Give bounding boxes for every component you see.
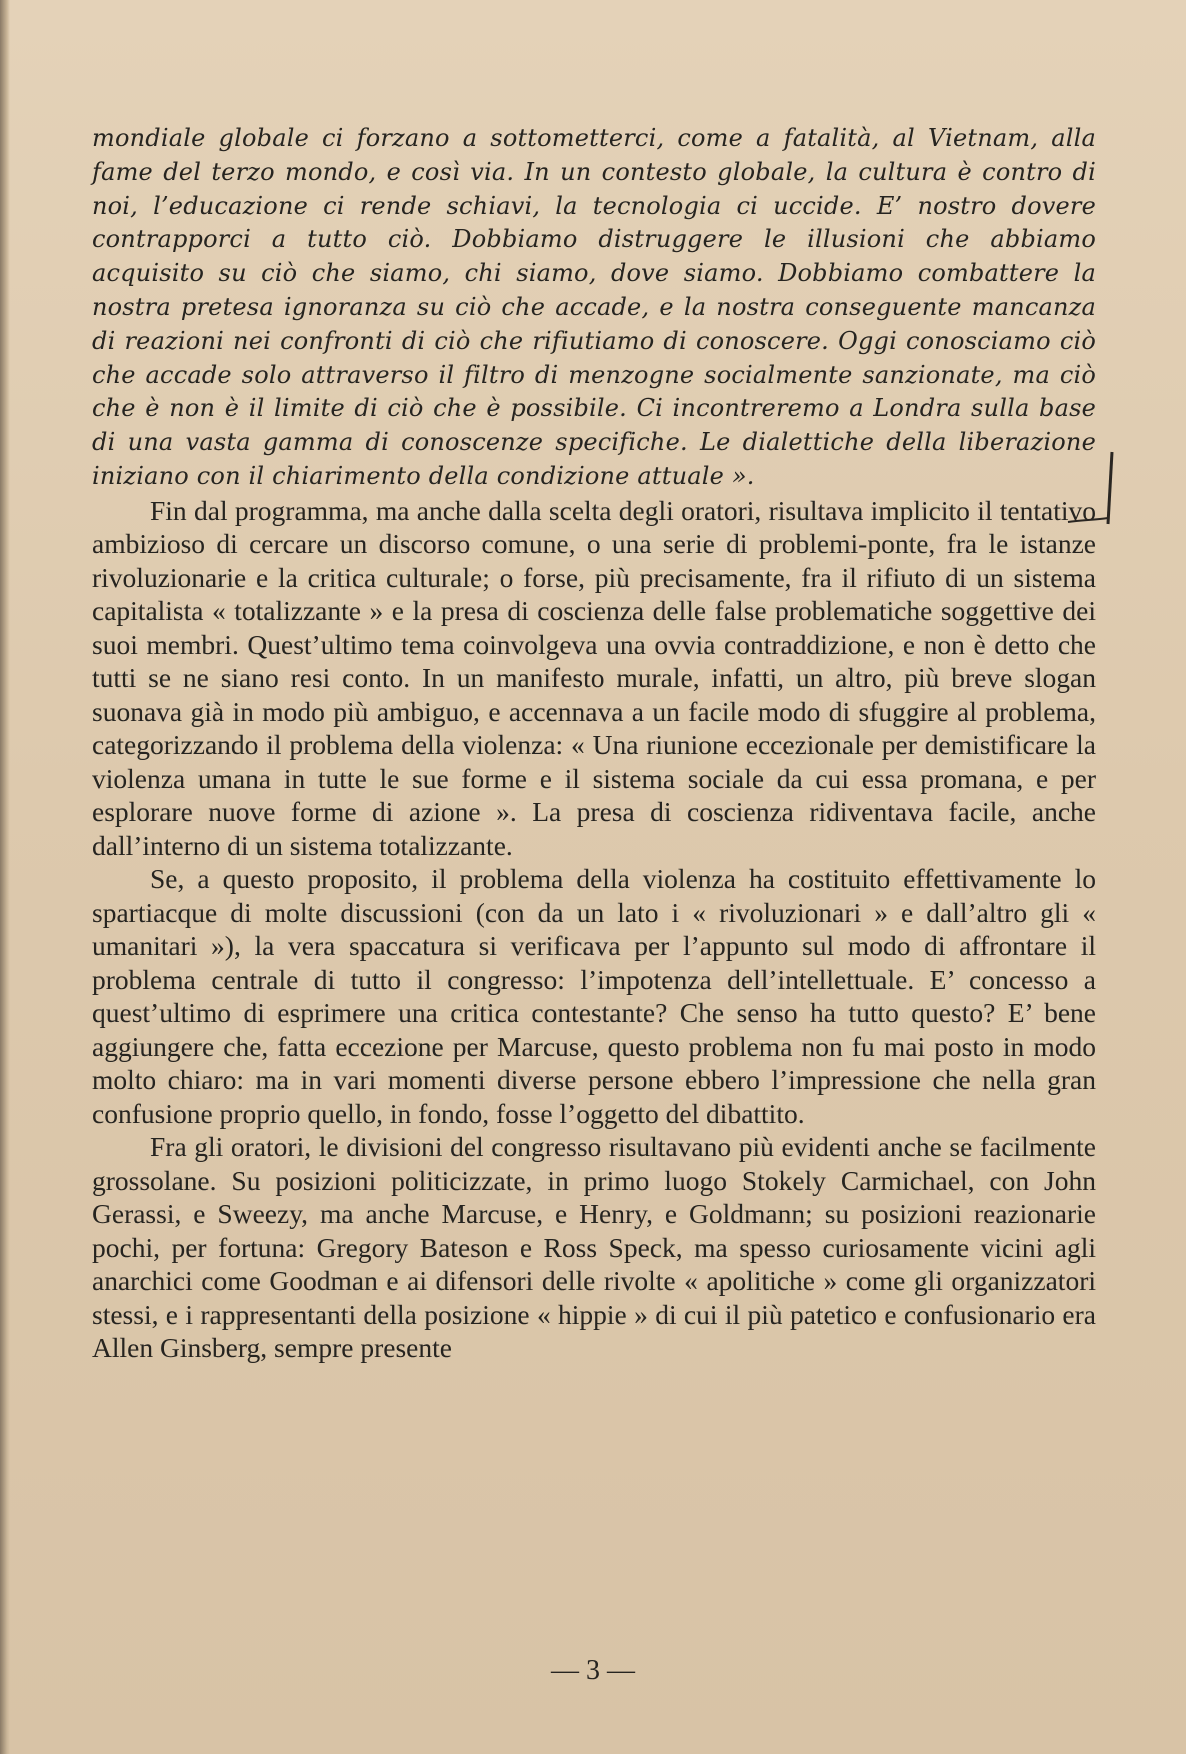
pencil-margin-mark	[1062, 448, 1122, 528]
page-text	[92, 122, 1096, 1365]
body-paragraph-3: Fra gli oratori, le divisioni del congresso risultavano più evidenti anche se facilmente grossolane. Su posizioni politicizzate, in primo luogo Stokely Carmichael, con John Gerassi, e Sweezy, ma anche Marcuse, e Henry, e Goldmann; su posizioni reazionarie pochi, per fortuna: Gregory Bateson e Ross Speck, ma spesso curiosamente vicini agli anarchici come Goodman e ai difensori delle rivolte « apolitiche » come gli organizzatori stessi, e i rappresentanti della posizione « hippie » di cui il più patetico e confusionario era Allen Ginsberg, sempre presente	[92, 1131, 1096, 1364]
body-paragraph-1: Fin dal programma, ma anche dalla scelta degli oratori, risultava implicito il tentativo ambizioso di cercare un discorso comune, o una serie di problemi-ponte, fra le istanze rivoluzionarie e la critica culturale; o forse, più precisamente, fra il rifiuto di un sistema capitalista « totalizzante » e la presa di coscienza delle false problematiche soggettive dei suoi membri. Quest’ultimo tema coinvolgeva una ovvia contraddizione, e non è detto che tutti se ne siano resi conto. In un manifesto murale, infatti, un altro, più breve slogan suonava già in modo più ambiguo, e accennava a un facile modo di sfuggire al problema, categorizzando il problema della violenza: « Una riunione eccezionale per demistificare la violenza umana in tutte le sue forme e il sistema sociale da cui essa promana, e per esplorare nuove forme di azione ». La presa di coscienza ridiventava facile, anche dall’interno di un sistema totalizzante.	[92, 494, 1096, 861]
quoted-manifesto-paragraph: mondiale globale ci forzano a sottometterci, come a fatalità, al Vietnam, alla fame del terzo mondo, e così via. In un contesto globale, la cultura è contro di noi, l’educazione ci rende schiavi, la tecnologia ci uccide. E’ nostro dovere contrapporci a tutto ciò. Dobbiamo distruggere le illusioni che abbiamo acquisito su ciò che siamo, chi siamo, dove siamo. Dobbiamo combattere la nostra pretesa ignoranza su ciò che accade, e la nostra conseguente mancanza di reazioni nei confronti di ciò che rifiutiamo di conoscere. Oggi conosciamo ciò che accade solo attraverso il filtro di menzogne socialmente sanzionate, ma ciò che è non è il limite di ciò che è possibile. Ci incontreremo a Londra sulla base di una vasta gamma di conoscenze specifiche. Le dialettiche della liberazione iniziano con il chiarimento della condizione attuale ».	[92, 124, 1096, 490]
page-number: — 3 —	[551, 1655, 635, 1686]
body-paragraph-2: Se, a questo proposito, il problema della violenza ha costituito effettivamente lo spartiacque di molte discussioni (con da un lato i « rivoluzionari » e dall’altro gli « umanitari »), la vera spaccatura si verificava per l’appunto sul modo di affrontare il problema centrale di tutto il congresso: l’impotenza dell’intellettuale. E’ concesso a quest’ultimo di esprimere una critica contestante? Che senso ha tutto questo? E’ bene aggiungere che, fatta eccezione per Marcuse, questo problema non fu mai posto in modo molto chiaro: ma in vari momenti diverse persone ebbero l’impressione che nella gran confusione proprio quello, in fondo, fosse l’oggetto del dibattito.	[92, 863, 1096, 1129]
